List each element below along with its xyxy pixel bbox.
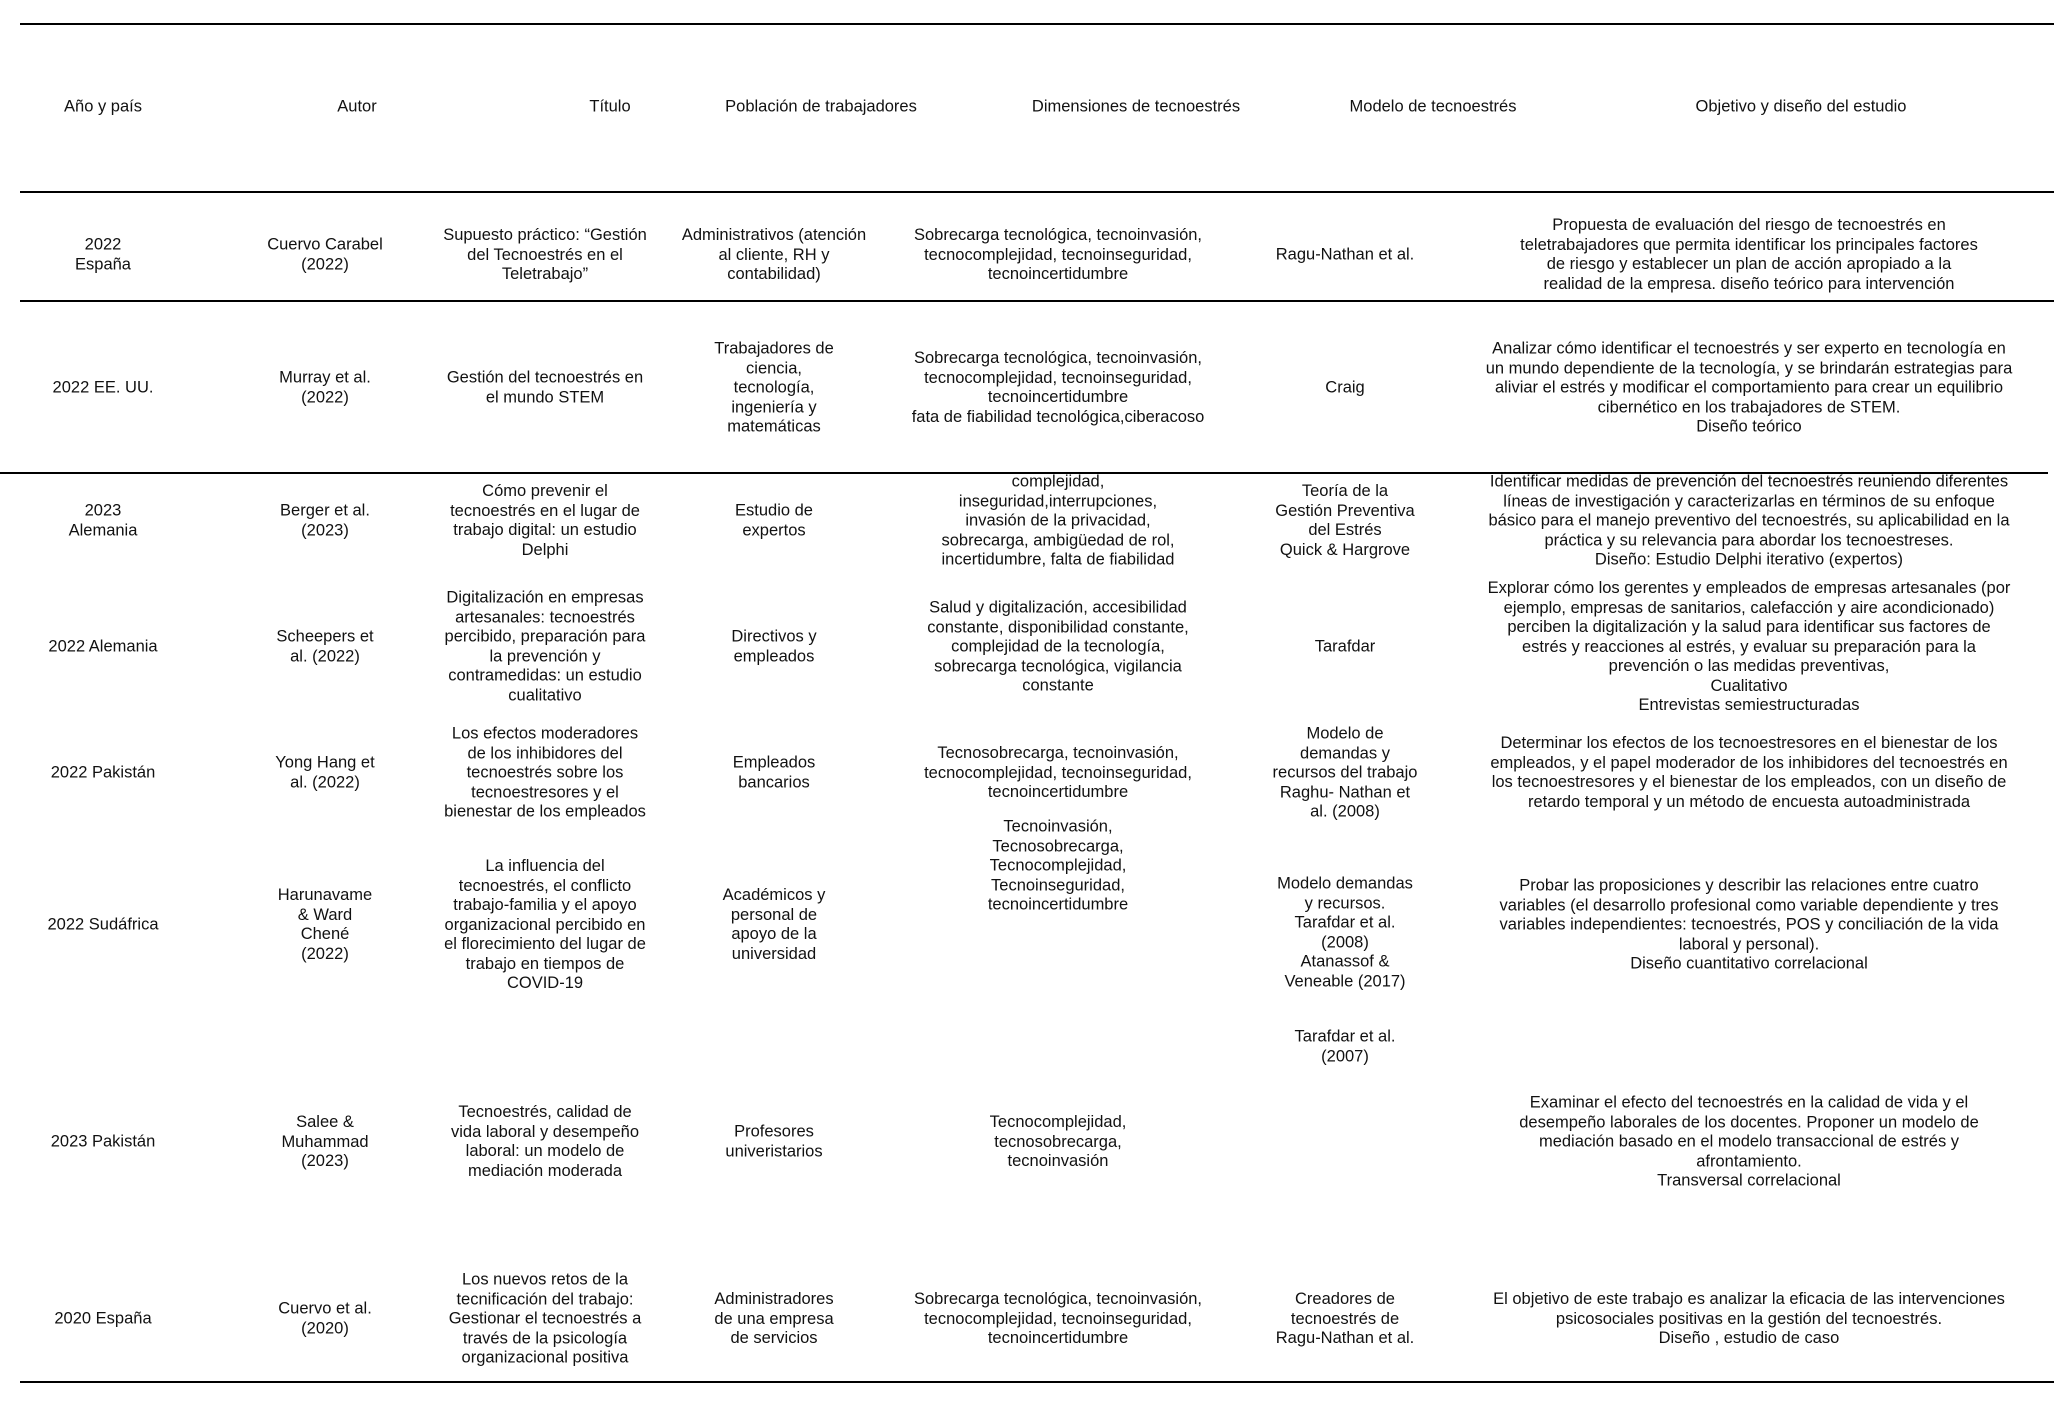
dimensions-cell: Sobrecarga tecnológica, tecnoinvasión, tecnocomplejidad, tecnoinseguridad, tecnoincertidumbre	[913, 1289, 1203, 1347]
objective-cell: Propuesta de evaluación del riesgo de tecnoestrés en teletrabajadores que permita identificar los principales factores de riesgo y establecer un plan de acción apropiado a la realidad de la empresa. diseño teórico para intervención	[1520, 216, 1978, 293]
objective-cell: Explorar cómo los gerentes y empleados de empresas artesanales (por ejemplo, empresas de sanitarios, calefacción y aire acondicionado) perciben la digitalización y la salud para identificar sus factores de estrés y reacciones al estrés, y evaluar su preparación para la prevención o las medidas preventivas, Cualitativo Entrevistas semiestructuradas	[1487, 578, 2011, 714]
year-country-cell: 2022 Alemania	[48, 637, 158, 656]
dimensions-cell: Salud y digitalización, accesibilidad constante, disponibilidad constante, complejidad de la tecnología, sobrecarga tecnológica, vigilancia constante	[927, 598, 1189, 695]
model-cell: Creadores de tecnoestrés de Ragu-Nathan et al.	[1275, 1289, 1415, 1347]
author-cell: Salee & Muhammad (2023)	[281, 1112, 369, 1170]
author-cell: Scheepers et al. (2022)	[276, 627, 374, 665]
population-cell: Trabajadores de ciencia, tecnología, ingeniería y matemáticas	[714, 339, 834, 436]
header-objective: Objetivo y diseño del estudio	[1695, 97, 1907, 116]
model-cell: Tarafdar	[1314, 637, 1376, 656]
objective-cell: Determinar los efectos de los tecnoestresores en el bienestar de los empleados, y el papel moderador de los inhibidores del tecnoestrés en los tecnoestresores y el bienestar de los empleados, con un diseño de retardo temporal y un método de encuesta autoadministrada	[1490, 734, 2008, 811]
population-cell: Estudio de expertos	[735, 501, 813, 539]
population-cell: Empleados bancarios	[732, 753, 816, 791]
top-rule	[20, 23, 2054, 25]
model-cell: Craig	[1325, 378, 1365, 397]
author-cell: Harunavame & Ward Chené (2022)	[277, 886, 373, 963]
objective-cell: Examinar el efecto del tecnoestrés en la calidad de vida y el desempeño laborales de los docentes. Proponer un modelo de mediación basado en el modelo transaccional de estrés y afrontamiento. Transversal correlacional	[1519, 1093, 1979, 1190]
title-cell: Los nuevos retos de la tecnificación del trabajo: Gestionar el tecnoestrés a través de la psicología organizacional positiva	[448, 1270, 642, 1367]
title-cell: Tecnoestrés, calidad de vida laboral y desempeño laboral: un modelo de mediación moderada	[450, 1103, 640, 1180]
dimensions-cell: Tecnocomplejidad, tecnosobrecarga, tecnoinvasión	[989, 1112, 1127, 1170]
row-rule	[20, 300, 2054, 302]
header-model: Modelo de tecnoestrés	[1349, 97, 1517, 116]
title-cell: Digitalización en empresas artesanales: tecnoestrés percibido, preparación para la prevención y contramedidas: un estudio cualitativo	[444, 588, 646, 704]
population-cell: Profesores univeristarios	[725, 1122, 823, 1160]
bottom-rule	[20, 1381, 2054, 1383]
header-population: Población de trabajadores	[725, 97, 917, 116]
author-cell: Yong Hang et al. (2022)	[275, 753, 375, 791]
header-title: Título	[589, 97, 631, 116]
objective-cell: Probar las proposiciones y describir las relaciones entre cuatro variables (el desarrollo profesional como variable dependiente y tres variables independientes: tecnoestrés, POS y conciliación de la vida laboral y personal). Diseño cuantitativo correlacional	[1499, 876, 1999, 973]
model-cell: Modelo de demandas y recursos del trabajo Raghu- Nathan et al. (2008)	[1272, 724, 1418, 821]
header-author: Autor	[337, 97, 377, 116]
year-country-cell: 2020 España	[54, 1309, 152, 1328]
model-cell: Ragu-Nathan et al.	[1275, 245, 1415, 264]
author-cell: Murray et al. (2022)	[279, 368, 371, 406]
title-cell: Supuesto práctico: “Gestión del Tecnoestrés en el Teletrabajo”	[443, 225, 647, 283]
year-country-cell: 2022 Pakistán	[50, 763, 156, 782]
year-country-cell: 2022 España	[75, 235, 131, 273]
year-country-cell: 2022 Sudáfrica	[47, 915, 159, 934]
population-cell: Directivos y empleados	[731, 627, 817, 665]
dimensions-cell: Sobrecarga tecnológica, tecnoinvasión, tecnocomplejidad, tecnoinseguridad, tecnoincertidumbre fata de fiabilidad tecnológica,ciberacoso	[911, 349, 1205, 426]
objective-cell: Identificar medidas de prevención del tecnoestrés reuniendo diferentes líneas de investigación y caracterizarlas en términos de su enfoque básico para el manejo preventivo del tecnoestrés, su aplicabilidad en la práctica y su relevancia para abordar los tecnoestreses. Diseño: Estudio Delphi iterativo (expertos)	[1488, 472, 2010, 569]
title-cell: Los efectos moderadores de los inhibidores del tecnoestrés sobre los tecnoestresores y el bienestar de los empleados	[444, 724, 646, 821]
title-cell: Cómo prevenir el tecnoestrés en el lugar de trabajo digital: un estudio Delphi	[450, 482, 640, 559]
population-cell: Administradores de una empresa de servicios	[714, 1289, 834, 1347]
author-cell: Cuervo et al. (2020)	[278, 1299, 372, 1337]
year-country-cell: 2023 Pakistán	[50, 1132, 156, 1151]
year-country-cell: 2023 Alemania	[68, 501, 138, 539]
title-cell: Gestión del tecnoestrés en el mundo STEM	[446, 368, 644, 406]
objective-cell: Analizar cómo identificar el tecnoestrés y ser experto en tecnología en un mundo dependiente de la tecnología, y se brindarán estrategias para aliviar el estrés y modificar el comportamiento para crear un equilibrio cibernético en los trabajadores de STEM. Diseño teórico	[1485, 339, 2013, 436]
author-cell: Berger et al. (2023)	[280, 501, 370, 539]
objective-cell: El objetivo de este trabajo es analizar la eficacia de las intervenciones psicosociales positivas en la gestión del tecnoestrés. Diseño , estudio de caso	[1493, 1289, 2005, 1347]
model-cell-extra: Tarafdar et al. (2007)	[1294, 1027, 1396, 1065]
dimensions-cell: Tecnosobrecarga, tecnoinvasión, tecnocomplejidad, tecnoinseguridad, tecnoincertidumbre	[924, 743, 1192, 801]
header-dimensions: Dimensiones de tecnoestrés	[1031, 97, 1241, 116]
model-cell: Teoría de la Gestión Preventiva del Estrés Quick & Hargrove	[1275, 482, 1415, 559]
dimensions-cell: Tecnoinvasión, Tecnosobrecarga, Tecnocomplejidad, Tecnoinseguridad, tecnoincertidumbre	[987, 817, 1129, 914]
year-country-cell: 2022 EE. UU.	[52, 378, 154, 397]
title-cell: La influencia del tecnoestrés, el conflicto trabajo-familia y el apoyo organizacional percibido en el florecimiento del lugar de trabajo en tiempos de COVID-19	[444, 856, 646, 992]
author-cell: Cuervo Carabel (2022)	[267, 235, 383, 273]
header-year-country: Año y país	[64, 97, 142, 116]
population-cell: Académicos y personal de apoyo de la universidad	[722, 886, 826, 963]
model-cell: Modelo demandas y recursos. Tarafdar et al. (2008) Atanassof & Veneable (2017)	[1277, 874, 1413, 990]
dimensions-cell: complejidad, inseguridad,interrupciones, invasión de la privacidad, sobrecarga, ambigüedad de rol, incertidumbre, falta de fiabilidad	[941, 472, 1175, 569]
header-rule	[20, 191, 2054, 193]
population-cell: Administrativos (atención al cliente, RH y contabilidad)	[681, 225, 867, 283]
dimensions-cell: Sobrecarga tecnológica, tecnoinvasión, tecnocomplejidad, tecnoinseguridad, tecnoincertidumbre	[913, 225, 1203, 283]
